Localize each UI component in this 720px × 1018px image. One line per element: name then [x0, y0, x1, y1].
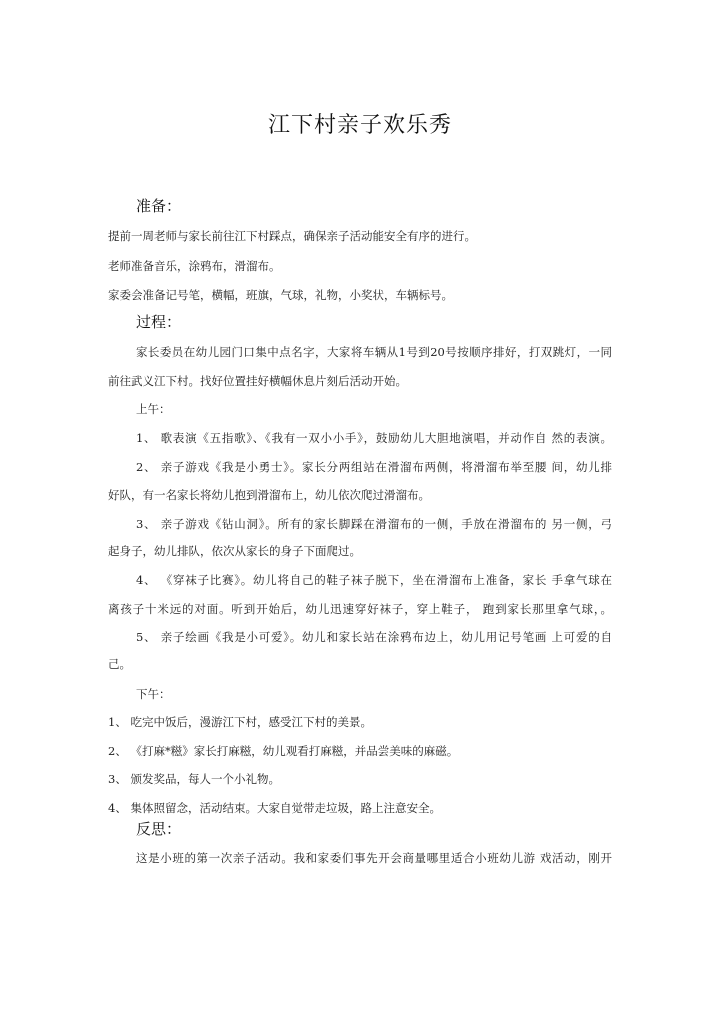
- paragraph-line: 家委会准备记号笔，横幅，班旗，气球，礼物，小奖状，车辆标号。: [108, 288, 453, 302]
- section-heading-reflection: 反思：: [136, 820, 182, 838]
- list-item: 3、 颁发奖品，每人一个小礼物。: [108, 772, 280, 786]
- paragraph-line: 家长委员在幼儿园门口集中点名字，大家将车辆从1号到20号按顺序排好，打双跳灯，一同: [136, 345, 612, 359]
- list-item: 5、 亲子绘画《我是小可爱》。幼儿和家长站在涂鸦布边上，幼儿用记号笔画 上可爱的自: [136, 630, 612, 644]
- document-title: 江下村亲子欢乐秀: [267, 113, 452, 138]
- paragraph-line: 前往武义江下村。找好位置挂好横幅休息片刻后活动开始。: [108, 374, 407, 388]
- list-item: 2、 《打麻*糍》家长打麻糍，幼儿观看打麻糍，并品尝美味的麻磁。: [108, 744, 459, 758]
- subsection-label-morning: 上午：: [136, 402, 171, 416]
- list-item-continuation: 己。: [108, 657, 131, 671]
- list-item-continuation: 好队，有一名家长将幼儿抱到滑溜布上，幼儿依次爬过滑溜布。: [108, 488, 430, 502]
- section-heading-prep: 准备：: [136, 197, 182, 215]
- list-item-continuation: 离孩子十米远的对面。听到开始后，幼儿迅速穿好袜子，穿上鞋子， 跑到家长那里拿气球，。: [108, 602, 612, 616]
- list-item: 2、 亲子游戏《我是小勇士》。家长分两组站在滑溜布两侧，将滑溜布举至腰 间，幼儿排: [136, 460, 612, 474]
- list-item: 3、 亲子游戏《钻山洞》。所有的家长脚踩在滑溜布的一侧，手放在滑溜布的 另一侧，弓: [136, 517, 612, 531]
- section-heading-process: 过程：: [136, 313, 182, 331]
- list-item: 1、 歌表演《五指歌》、《我有一双小小手》，鼓励幼儿大胆地演唱，并动作自 然的表演。: [136, 431, 612, 445]
- list-item: 1、 吃完中饭后，漫游江下村，感受江下村的美景。: [108, 715, 372, 729]
- paragraph-line: 提前一周老师与家长前往江下村踩点，确保亲子活动能安全有序的进行。: [108, 229, 476, 243]
- list-item: 4、 集体照留念，活动结束。大家自觉带走垃圾，路上注意安全。: [108, 801, 441, 815]
- paragraph-line: 这是小班的第一次亲子活动。我和家委们事先开会商量哪里适合小班幼儿游 戏活动，刚开: [136, 851, 612, 865]
- list-item: 4、 《穿袜子比赛》。幼儿将自己的鞋子袜子脱下，坐在滑溜布上准备，家长 手拿气球在: [136, 573, 612, 587]
- paragraph-line: 老师准备音乐，涂鸦布，滑溜布。: [108, 259, 281, 273]
- subsection-label-afternoon: 下午：: [136, 687, 171, 701]
- list-item-continuation: 起身子，幼儿排队，依次从家长的身子下面爬过。: [108, 544, 361, 558]
